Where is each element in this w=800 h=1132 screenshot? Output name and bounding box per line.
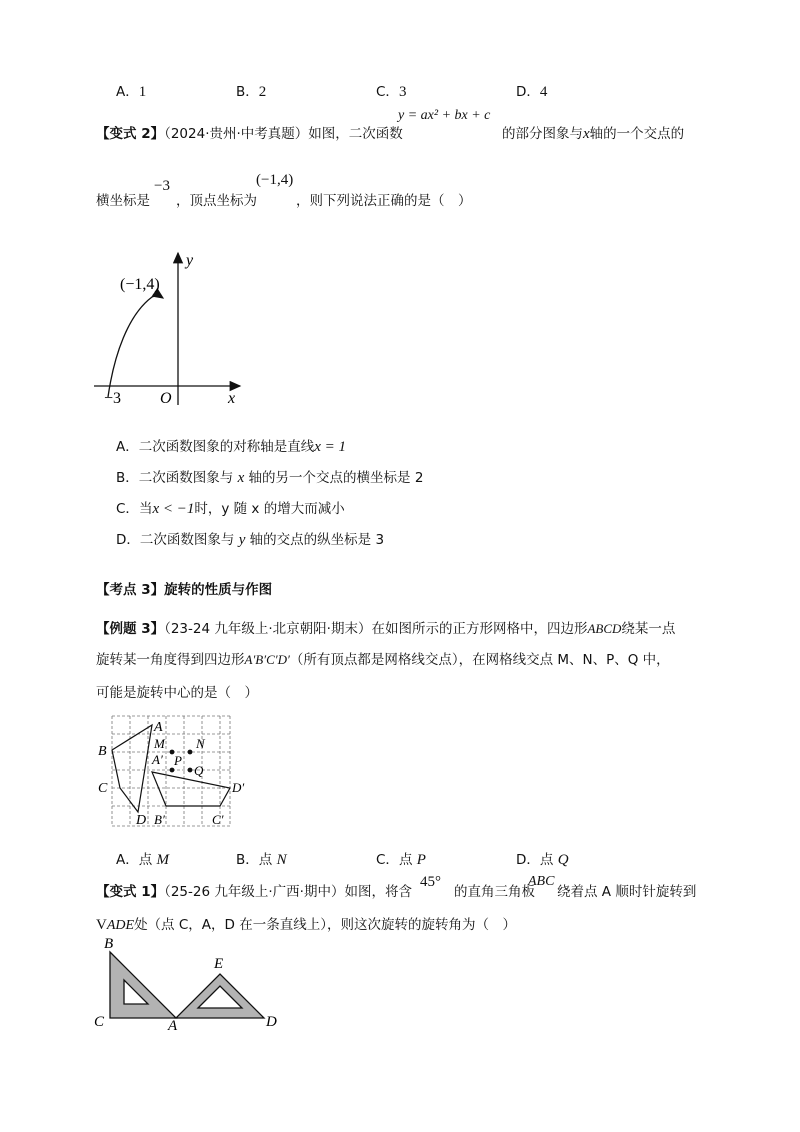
text: （所有顶点都是网格线交点），在网格线交点 M、N、P、Q 中， bbox=[289, 652, 670, 668]
option-letter: A． bbox=[116, 852, 139, 868]
text: 绕着点 A 顺时针旋转到 bbox=[557, 884, 697, 900]
option-letter: B． bbox=[236, 84, 259, 100]
text: 的直角三角板 bbox=[454, 884, 535, 900]
text: 轴的另一个交点的横坐标是 2 bbox=[244, 470, 424, 486]
grid-figure bbox=[96, 708, 246, 833]
example3-option-b bbox=[236, 848, 287, 869]
question-tag: 【变式 2】 bbox=[96, 126, 165, 142]
option-letter: D． bbox=[516, 852, 540, 868]
variant2-line2b bbox=[176, 189, 257, 209]
label-d: D bbox=[266, 1014, 277, 1030]
question-source: （2024·贵州·中考真题）如图，二次函数 bbox=[164, 126, 403, 142]
variant2-option-c bbox=[116, 497, 345, 518]
variant1-line1 bbox=[96, 880, 412, 900]
topic-tag: 【考点 3】 bbox=[96, 582, 165, 598]
text: 点 bbox=[138, 852, 153, 868]
topic-title: 旋转的性质与作图 bbox=[164, 582, 273, 598]
text: 可能是旋转中心的是（ ） bbox=[96, 685, 258, 701]
option-value: 3 bbox=[398, 84, 407, 100]
text: 点 bbox=[539, 852, 554, 868]
x-axis-label: x bbox=[228, 390, 236, 407]
label-d: D bbox=[136, 813, 147, 828]
text: ，顶点坐标为 bbox=[176, 193, 257, 209]
text: ，则下列说法正确的是（ ） bbox=[296, 193, 472, 209]
example3-option-d bbox=[516, 848, 569, 869]
option-letter: D． bbox=[516, 84, 540, 100]
parabola-curve bbox=[108, 297, 152, 397]
option-letter: A． bbox=[116, 84, 139, 100]
math: x = 1 bbox=[314, 439, 347, 455]
parabola-graph bbox=[90, 245, 260, 415]
example3-line1 bbox=[96, 617, 675, 637]
example3-option-c bbox=[376, 848, 426, 869]
triangle-figure bbox=[94, 936, 294, 1034]
variant2-option-a bbox=[116, 435, 346, 456]
point-p bbox=[170, 768, 175, 773]
option-letter: C． bbox=[116, 501, 139, 517]
label-a: A bbox=[154, 720, 163, 735]
text: 绕某一点 bbox=[621, 621, 676, 637]
variant2-formula: y = ax² + bx + c bbox=[398, 108, 491, 123]
triangle-symbol: V bbox=[96, 917, 107, 933]
option-letter: C． bbox=[376, 84, 399, 100]
question-tag: 【例题 3】 bbox=[96, 621, 165, 637]
variant2-option-d bbox=[116, 528, 384, 549]
label-q: Q bbox=[194, 763, 204, 778]
vertex-label: (−1,4) bbox=[120, 276, 160, 293]
math: Q bbox=[557, 852, 569, 868]
quad-abcd bbox=[112, 725, 152, 812]
topic3-heading bbox=[96, 578, 272, 598]
deg-value: 45° bbox=[420, 874, 441, 890]
option-letter: A． bbox=[116, 439, 139, 455]
label-a-prime: A′ bbox=[152, 752, 163, 767]
math-var: x bbox=[583, 126, 590, 142]
text: 二次函数图象与 bbox=[139, 532, 239, 548]
quad-abcd-prime bbox=[152, 772, 230, 806]
label-n: N bbox=[196, 736, 205, 751]
text: 处（点 C，A，D 在一条直线上），则这次旋转的旋转角为（ ） bbox=[134, 917, 516, 933]
math: M bbox=[156, 852, 170, 868]
vertex-value: (−1,4) bbox=[256, 172, 294, 188]
text: （23-24 九年级上·北京朝阳·期末）在如图所示的正方形网格中，四边形 bbox=[164, 621, 588, 637]
neg3-value: −3 bbox=[154, 178, 170, 194]
variant1-line2 bbox=[96, 913, 516, 934]
point-q bbox=[188, 768, 193, 773]
option-letter: B． bbox=[236, 852, 259, 868]
text: 点 bbox=[398, 852, 413, 868]
text: 旋转某一角度得到四边形 bbox=[96, 652, 245, 668]
example3-line3 bbox=[96, 681, 258, 701]
text: 的部分图象与 bbox=[502, 126, 583, 142]
abc-label: ABC bbox=[528, 874, 555, 889]
math: x bbox=[237, 470, 245, 486]
text: 二次函数图象与 bbox=[138, 470, 238, 486]
variant1-line1b bbox=[454, 880, 535, 900]
math: x < −1 bbox=[152, 501, 195, 517]
math: ABCD bbox=[587, 621, 622, 636]
neg3-label: −3 bbox=[104, 390, 122, 407]
text: 当 bbox=[138, 501, 153, 517]
origin-label: O bbox=[160, 390, 172, 407]
text: 时，y 随 x 的增大而减小 bbox=[194, 501, 345, 517]
curve-arrow bbox=[152, 296, 163, 298]
option-a bbox=[116, 80, 146, 101]
text: 轴的交点的纵坐标是 3 bbox=[245, 532, 385, 548]
option-value: 4 bbox=[539, 84, 548, 100]
option-b bbox=[236, 80, 266, 101]
label-b: B bbox=[98, 744, 107, 759]
option-value: 2 bbox=[258, 84, 267, 100]
triangle-abc bbox=[110, 952, 176, 1018]
label-e: E bbox=[214, 956, 224, 972]
triangle-ade bbox=[176, 974, 264, 1018]
question-tag: 【变式 1】 bbox=[96, 884, 165, 900]
label-d-prime: D′ bbox=[232, 780, 245, 795]
variant1-line1c bbox=[557, 880, 696, 900]
label-c: C bbox=[98, 781, 108, 796]
option-d bbox=[516, 80, 547, 101]
math: A′B′C′D′ bbox=[244, 652, 290, 667]
text: （25-26 九年级上·广西·期中）如图，将含 bbox=[164, 884, 412, 900]
math: ADE bbox=[106, 918, 135, 933]
label-a: A bbox=[168, 1018, 178, 1034]
text: 二次函数图象的对称轴是直线 bbox=[138, 439, 315, 455]
option-letter: D． bbox=[116, 532, 140, 548]
variant2-line2c bbox=[296, 189, 472, 209]
math: P bbox=[416, 852, 426, 868]
variant2-line1 bbox=[96, 122, 403, 142]
label-b-prime: B′ bbox=[154, 812, 165, 827]
point-n bbox=[188, 750, 193, 755]
text: 轴的一个交点的 bbox=[589, 126, 685, 142]
math: y bbox=[238, 532, 246, 548]
label-c: C bbox=[94, 1014, 105, 1030]
label-c-prime: C′ bbox=[212, 812, 224, 827]
math: N bbox=[276, 852, 287, 868]
option-letter: B． bbox=[116, 470, 139, 486]
label-b: B bbox=[104, 936, 114, 952]
text: 点 bbox=[258, 852, 273, 868]
label-p: P bbox=[174, 753, 182, 768]
option-c bbox=[376, 80, 406, 101]
y-axis-label: y bbox=[186, 252, 194, 269]
option-value: 1 bbox=[138, 84, 147, 100]
variant2-line2 bbox=[96, 189, 150, 209]
variant2-option-b bbox=[116, 466, 423, 487]
label-m: M bbox=[154, 736, 165, 751]
option-letter: C． bbox=[376, 852, 399, 868]
example3-option-a bbox=[116, 848, 169, 869]
text: 横坐标是 bbox=[96, 193, 150, 209]
example3-line2 bbox=[96, 648, 670, 668]
variant2-line1-end bbox=[502, 122, 684, 143]
